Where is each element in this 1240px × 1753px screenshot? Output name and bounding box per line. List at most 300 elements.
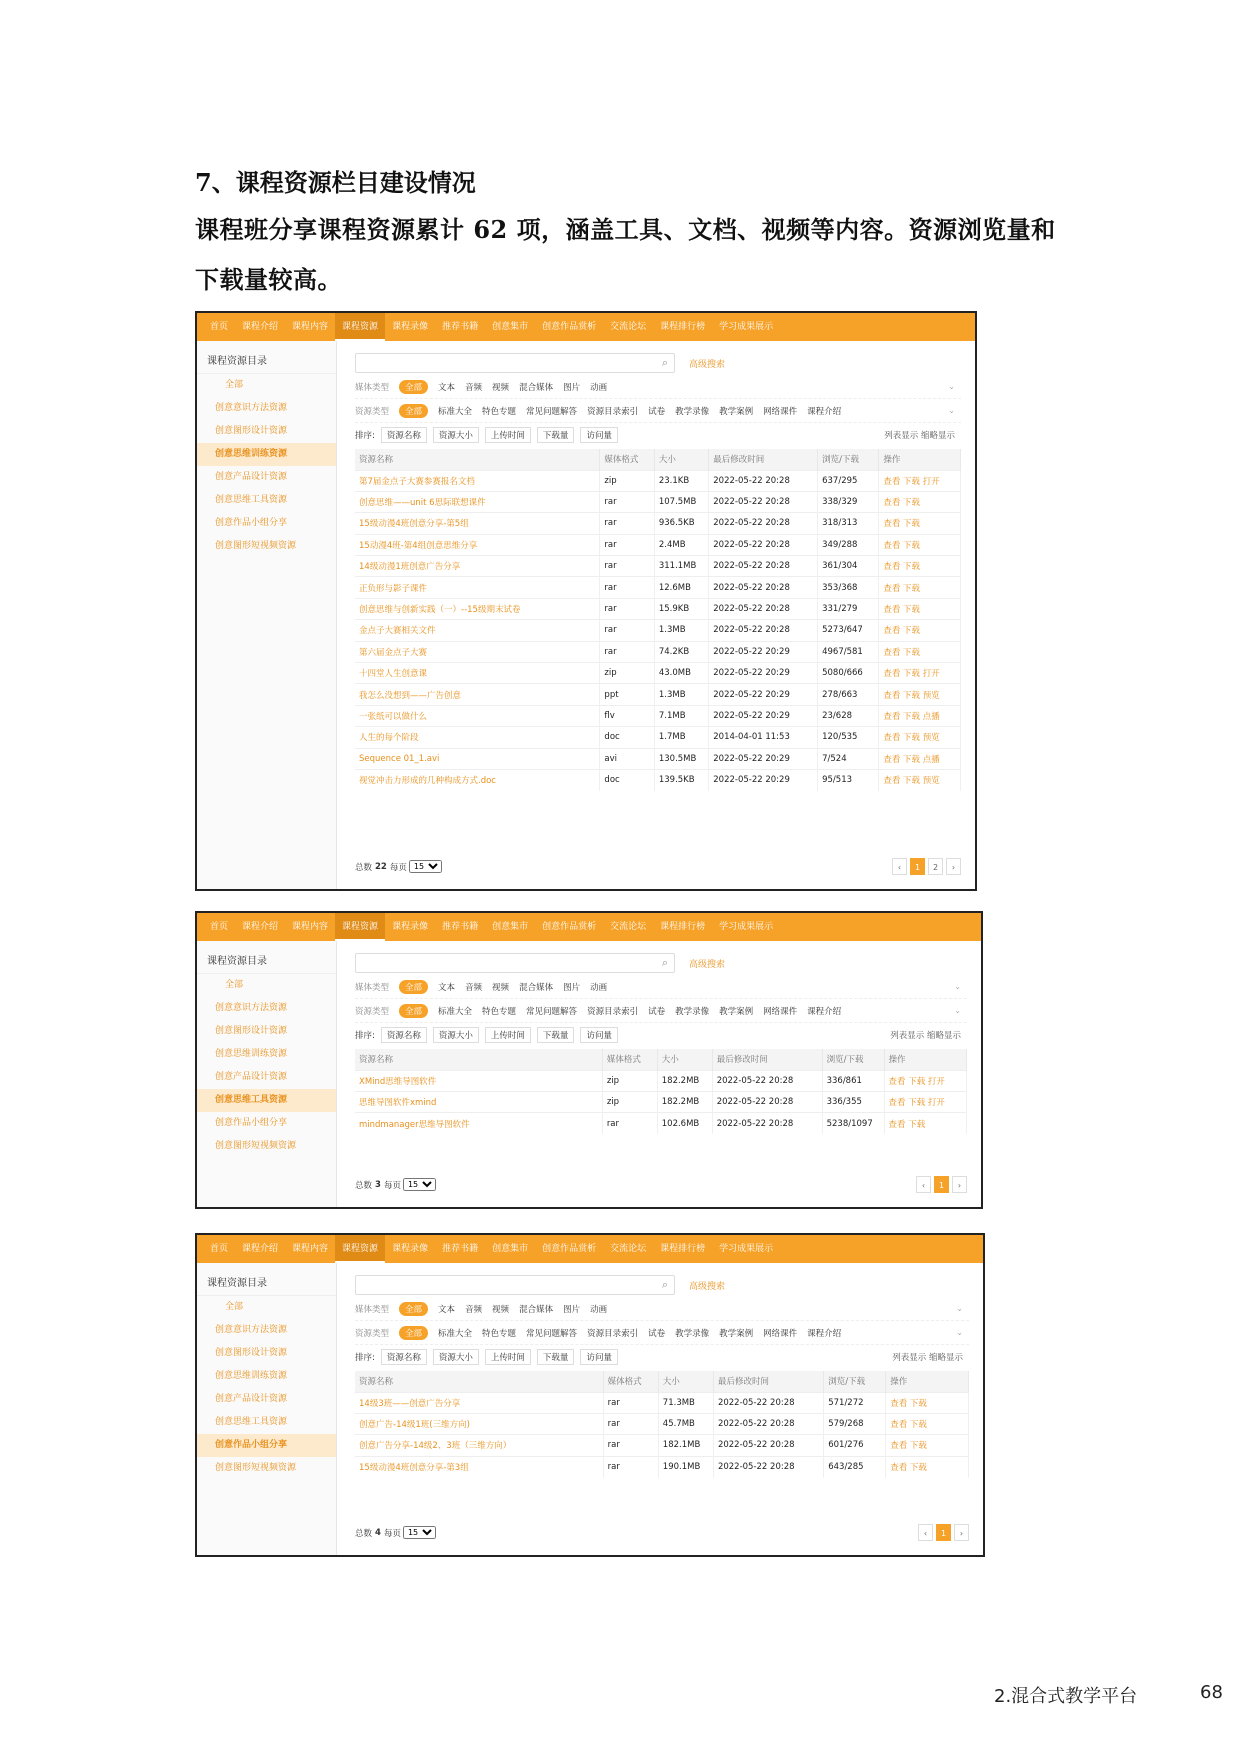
column-header: 浏览/下载 <box>824 1371 886 1392</box>
filter-option[interactable]: 文本 <box>438 382 456 393</box>
row-actions[interactable]: 查看 下载 预览 <box>879 727 961 748</box>
sidebar-item[interactable]: 创意图形设计资源 <box>215 426 288 436</box>
column-header: 大小 <box>657 1049 712 1070</box>
sort-button[interactable]: 资源大小 <box>433 1027 479 1043</box>
sidebar-item[interactable]: 创意产品设计资源 <box>215 1072 288 1082</box>
sort-row <box>355 423 961 447</box>
sort-button[interactable]: 访问量 <box>580 427 618 443</box>
resource-name-link[interactable]: 一张纸可以做什么 <box>355 705 600 726</box>
filter-option[interactable]: 课程介绍 <box>807 1006 842 1017</box>
sidebar-item[interactable]: 创意图形短视频资源 <box>215 1463 297 1473</box>
column-header: 操作 <box>884 1049 966 1070</box>
filter-option[interactable]: 标准大全 <box>438 1328 473 1339</box>
table-row <box>355 1435 969 1456</box>
list-view-button[interactable]: 列表显示 <box>892 1353 927 1363</box>
page-number-button[interactable]: 1 <box>936 1524 951 1541</box>
row-actions[interactable]: 查看 下载 <box>886 1456 969 1477</box>
resource-name-link[interactable]: 第六届金点子大赛 <box>355 641 600 662</box>
nav-item[interactable]: 首页 <box>210 922 229 932</box>
filter-option[interactable]: 特色专题 <box>482 406 517 417</box>
table-cell: doc <box>600 727 654 748</box>
nav-item[interactable]: 课程录像 <box>392 322 429 332</box>
next-page-button[interactable]: › <box>946 858 961 875</box>
filter-option[interactable]: 全部 <box>399 980 428 994</box>
table-row <box>355 1413 969 1434</box>
sidebar-item[interactable]: 创意图形短视频资源 <box>215 541 297 551</box>
row-actions[interactable]: 查看 下载 <box>879 620 961 641</box>
row-actions[interactable]: 查看 下载 预览 <box>879 684 961 705</box>
sidebar-item[interactable]: 创意思维训练资源 <box>197 443 336 466</box>
sort-button[interactable]: 下载量 <box>537 1349 575 1365</box>
filter-option[interactable]: 常见问题解答 <box>526 406 578 417</box>
search-icon[interactable]: ⌕ <box>661 356 668 369</box>
sort-button[interactable]: 上传时间 <box>485 427 531 443</box>
sidebar-item[interactable]: 创意产品设计资源 <box>215 472 288 482</box>
sort-button[interactable]: 上传时间 <box>485 1349 531 1365</box>
chevron-down-icon[interactable]: ⌄ <box>956 1328 963 1337</box>
resource-name-link[interactable]: 14级动漫1班创意广告分享 <box>355 556 600 577</box>
nav-item[interactable]: 推荐书籍 <box>442 322 479 332</box>
resource-name-link[interactable]: 十四堂人生创意课 <box>355 663 600 684</box>
view-toggle <box>892 1351 963 1363</box>
nav-item[interactable]: 课程排行榜 <box>660 1244 706 1254</box>
sidebar-item[interactable]: 创意作品小组分享 <box>215 1118 288 1128</box>
chevron-down-icon[interactable]: ⌄ <box>954 982 961 991</box>
table-cell: 102.6MB <box>657 1113 712 1134</box>
nav-item[interactable]: 课程资源 <box>335 1235 385 1263</box>
nav-item[interactable]: 课程内容 <box>292 322 329 332</box>
sidebar-item[interactable]: 创意意识方法资源 <box>215 1003 288 1013</box>
row-actions[interactable]: 查看 下载 <box>886 1413 969 1434</box>
sort-button[interactable]: 资源名称 <box>381 1027 427 1043</box>
table-cell: 571/272 <box>824 1392 886 1413</box>
row-actions[interactable]: 查看 下载 预览 <box>879 769 961 790</box>
column-header: 大小 <box>654 449 708 470</box>
filter-option[interactable]: 动画 <box>590 1304 608 1315</box>
filter-option[interactable]: 网络课件 <box>763 406 798 417</box>
filter-option[interactable]: 音频 <box>465 982 483 993</box>
nav-item[interactable]: 课程资源 <box>335 313 385 341</box>
column-header: 最后修改时间 <box>713 1371 823 1392</box>
search-input[interactable] <box>355 353 675 373</box>
table-cell: 2022-05-22 20:28 <box>709 513 818 534</box>
row-actions[interactable]: 查看 下载 <box>879 641 961 662</box>
resource-name-link[interactable]: 15动漫4班-第4组创意思维分享 <box>355 534 600 555</box>
table-row <box>355 598 961 619</box>
table-cell: 637/295 <box>818 470 879 491</box>
table-cell: rar <box>600 598 654 619</box>
advanced-search-link[interactable]: 高级搜索 <box>689 1281 726 1292</box>
per-page-select[interactable] <box>403 1178 436 1191</box>
sidebar-item[interactable]: 创意思维训练资源 <box>215 1371 288 1381</box>
nav-item[interactable]: 课程介绍 <box>242 922 279 932</box>
filter-option[interactable]: 全部 <box>399 404 428 418</box>
resource-name-link[interactable]: 人生的每个阶段 <box>355 727 600 748</box>
next-page-button[interactable]: › <box>954 1524 969 1541</box>
resource-sidebar <box>197 1263 337 1555</box>
media-type-filter <box>355 975 967 999</box>
sidebar-item[interactable]: 创意思维训练资源 <box>215 1049 288 1059</box>
filter-option[interactable]: 标准大全 <box>438 1006 473 1017</box>
row-actions[interactable]: 查看 下载 <box>886 1435 969 1456</box>
resource-name-link[interactable]: XMind思维导图软件 <box>355 1070 602 1091</box>
filter-option[interactable]: 图片 <box>563 982 581 993</box>
nav-item[interactable]: 学习成果展示 <box>719 1244 774 1254</box>
nav-item[interactable]: 创意集市 <box>492 322 529 332</box>
filter-option[interactable]: 资源目录索引 <box>587 1328 639 1339</box>
filter-option[interactable]: 试卷 <box>648 1006 666 1017</box>
filter-option[interactable]: 教学录像 <box>675 1006 710 1017</box>
resource-name-link[interactable]: 思维导图软件xmind <box>355 1091 602 1112</box>
filter-option[interactable]: 试卷 <box>648 406 666 417</box>
row-actions[interactable]: 查看 下载 <box>884 1113 966 1134</box>
view-toggle <box>890 1029 961 1041</box>
filter-option[interactable]: 常见问题解答 <box>526 1006 578 1017</box>
search-icon[interactable]: ⌕ <box>661 1278 668 1291</box>
nav-item[interactable]: 推荐书籍 <box>442 922 479 932</box>
nav-item[interactable]: 课程介绍 <box>242 322 279 332</box>
search-icon[interactable]: ⌕ <box>661 956 668 969</box>
resource-name-link[interactable]: 正负形与影子课件 <box>355 577 600 598</box>
table-cell: 5080/666 <box>818 663 879 684</box>
sidebar-item[interactable]: 创意思维工具资源 <box>215 1417 288 1427</box>
table-cell: 2022-05-22 20:28 <box>709 470 818 491</box>
table-cell: 130.5MB <box>654 748 708 769</box>
table-cell: 5238/1097 <box>822 1113 884 1134</box>
filter-option[interactable]: 全部 <box>399 380 428 394</box>
filter-option[interactable]: 资源目录索引 <box>587 406 639 417</box>
nav-item[interactable]: 课程录像 <box>392 1244 429 1254</box>
filter-option[interactable]: 教学案例 <box>719 1328 754 1339</box>
sidebar-item[interactable]: 创意意识方法资源 <box>215 1325 288 1335</box>
table-cell: 95/513 <box>818 769 879 790</box>
thumbnail-view-button[interactable]: 缩略显示 <box>926 1031 961 1041</box>
resource-page-screenshot <box>195 911 983 1209</box>
filter-label: 资源类型 <box>355 1006 390 1017</box>
row-actions[interactable]: 查看 下载 <box>879 513 961 534</box>
sidebar-item[interactable]: 创意思维工具资源 <box>197 1089 336 1112</box>
sidebar-item[interactable]: 创意图形设计资源 <box>215 1026 288 1036</box>
prev-page-button[interactable]: ‹ <box>892 858 907 875</box>
table-row <box>355 1113 967 1134</box>
filter-option[interactable]: 视频 <box>492 382 510 393</box>
filter-option[interactable]: 标准大全 <box>438 406 473 417</box>
table-cell: 936.5KB <box>654 513 708 534</box>
column-header: 浏览/下载 <box>822 1049 884 1070</box>
table-cell: rar <box>603 1456 658 1477</box>
total-count: 3 <box>375 1179 381 1190</box>
sidebar-item[interactable]: 创意产品设计资源 <box>215 1394 288 1404</box>
table-cell: 353/368 <box>818 577 879 598</box>
column-header: 操作 <box>879 449 961 470</box>
filter-option[interactable]: 文本 <box>438 982 456 993</box>
per-page-label: 每页 <box>383 1528 401 1539</box>
table-cell: rar <box>600 577 654 598</box>
sort-button[interactable]: 资源大小 <box>433 427 479 443</box>
table-row <box>355 748 961 769</box>
nav-item[interactable]: 课程排行榜 <box>660 322 706 332</box>
table-cell: avi <box>600 748 654 769</box>
filter-option[interactable]: 网络课件 <box>763 1006 798 1017</box>
resource-name-link[interactable]: 创意思维——unit 6思际联想课件 <box>355 491 600 512</box>
thumbnail-view-button[interactable]: 缩略显示 <box>920 431 955 441</box>
row-actions[interactable]: 查看 下载 打开 <box>879 663 961 684</box>
nav-item[interactable]: 课程内容 <box>292 922 329 932</box>
resource-name-link[interactable]: mindmanager思维导图软件 <box>355 1113 602 1134</box>
table-cell: 2022-05-22 20:29 <box>709 769 818 790</box>
filter-option[interactable]: 音频 <box>465 1304 483 1315</box>
top-nav-bar <box>197 313 975 341</box>
total-label: 总数 <box>355 1528 373 1539</box>
filter-option[interactable]: 图片 <box>563 382 581 393</box>
table-cell: 15.9KB <box>654 598 708 619</box>
table-cell: rar <box>600 556 654 577</box>
resource-name-link[interactable]: 创意思维与创新实践（一）--15级期末试卷 <box>355 598 600 619</box>
table-cell: ppt <box>600 684 654 705</box>
filter-option[interactable]: 常见问题解答 <box>526 1328 578 1339</box>
filter-option[interactable]: 全部 <box>399 1302 428 1316</box>
filter-option[interactable]: 视频 <box>492 982 510 993</box>
column-header: 媒体格式 <box>600 449 654 470</box>
next-page-button[interactable]: › <box>952 1176 967 1193</box>
column-header: 操作 <box>886 1371 969 1392</box>
pagination-footer <box>355 1524 969 1541</box>
resource-name-link[interactable]: 15级动漫4班创意分享-第5组 <box>355 513 600 534</box>
sidebar-item[interactable]: 创意图形短视频资源 <box>215 1141 297 1151</box>
filter-label: 媒体类型 <box>355 1304 390 1315</box>
filter-option[interactable]: 文本 <box>438 1304 456 1315</box>
table-cell: 23.1KB <box>654 470 708 491</box>
nav-item[interactable]: 课程介绍 <box>242 1244 279 1254</box>
filter-label: 资源类型 <box>355 1328 390 1339</box>
search-input[interactable] <box>355 953 675 973</box>
filter-option[interactable]: 教学案例 <box>719 406 754 417</box>
nav-item[interactable]: 课程录像 <box>392 922 429 932</box>
table-cell: flv <box>600 705 654 726</box>
table-cell: 2022-05-22 20:29 <box>709 705 818 726</box>
resource-type-filter <box>355 1321 969 1345</box>
table-cell: 120/535 <box>818 727 879 748</box>
table-cell: 311.1MB <box>654 556 708 577</box>
total-count: 22 <box>375 861 387 872</box>
table-cell: 7.1MB <box>654 705 708 726</box>
column-header: 资源名称 <box>355 1371 603 1392</box>
filter-label: 媒体类型 <box>355 382 390 393</box>
nav-item[interactable]: 首页 <box>210 322 229 332</box>
row-actions[interactable]: 查看 下载 <box>879 534 961 555</box>
sort-label: 排序: <box>355 1353 375 1363</box>
advanced-search-link[interactable]: 高级搜索 <box>689 959 726 970</box>
filter-option[interactable]: 视频 <box>492 1304 510 1315</box>
table-cell: 336/355 <box>822 1091 884 1112</box>
table-row <box>355 470 961 491</box>
row-actions[interactable]: 查看 下载 点播 <box>879 748 961 769</box>
page-body <box>197 341 975 889</box>
nav-item[interactable]: 课程资源 <box>335 913 385 941</box>
advanced-search-link[interactable]: 高级搜索 <box>689 359 726 370</box>
sidebar-item[interactable]: 创意作品小组分享 <box>215 518 288 528</box>
sort-button[interactable]: 资源名称 <box>381 1349 427 1365</box>
table-cell: rar <box>603 1435 658 1456</box>
view-toggle <box>884 429 955 441</box>
table-cell: 182.1MB <box>658 1435 713 1456</box>
filter-option[interactable]: 网络课件 <box>763 1328 798 1339</box>
resource-name-link[interactable]: 金点子大赛相关文件 <box>355 620 600 641</box>
filter-option[interactable]: 特色专题 <box>482 1006 517 1017</box>
total-count: 4 <box>375 1527 381 1538</box>
sort-button[interactable]: 资源大小 <box>433 1349 479 1365</box>
per-page-label: 每页 <box>389 862 407 873</box>
row-actions[interactable]: 查看 下载 打开 <box>884 1091 966 1112</box>
resource-name-link[interactable]: 14级3班——创意广告分享 <box>355 1392 603 1413</box>
sidebar-item[interactable]: 创意作品小组分享 <box>197 1434 336 1457</box>
table-cell: 2022-05-22 20:28 <box>713 1435 823 1456</box>
chevron-down-icon[interactable]: ⌄ <box>954 1006 961 1015</box>
table-cell: 12.6MB <box>654 577 708 598</box>
chevron-down-icon[interactable]: ⌄ <box>956 1304 963 1313</box>
filter-option[interactable]: 特色专题 <box>482 1328 517 1339</box>
nav-item[interactable]: 创意作品赏析 <box>542 922 597 932</box>
filter-option[interactable]: 混合媒体 <box>519 982 554 993</box>
page-number-button[interactable]: 1 <box>934 1176 949 1193</box>
sort-button[interactable]: 下载量 <box>537 1027 575 1043</box>
table-cell: 278/663 <box>818 684 879 705</box>
row-actions[interactable]: 查看 下载 <box>886 1392 969 1413</box>
filter-option[interactable]: 动画 <box>590 982 608 993</box>
media-type-filter <box>355 1297 969 1321</box>
filter-option[interactable]: 教学录像 <box>675 1328 710 1339</box>
table-cell: 601/276 <box>824 1435 886 1456</box>
table-cell: 107.5MB <box>654 491 708 512</box>
filter-option[interactable]: 混合媒体 <box>519 1304 554 1315</box>
table-cell: rar <box>600 620 654 641</box>
sidebar-item[interactable]: 创意意识方法资源 <box>215 403 288 413</box>
row-actions[interactable]: 查看 下载 打开 <box>879 470 961 491</box>
column-header: 最后修改时间 <box>712 1049 822 1070</box>
table-row <box>355 641 961 662</box>
row-actions[interactable]: 查看 下载 点播 <box>879 705 961 726</box>
per-page-select[interactable] <box>403 1526 436 1539</box>
row-actions[interactable]: 查看 下载 <box>879 491 961 512</box>
filter-option[interactable]: 课程介绍 <box>807 1328 842 1339</box>
row-actions[interactable]: 查看 下载 打开 <box>884 1070 966 1091</box>
table-cell: 74.2KB <box>654 641 708 662</box>
sort-button[interactable]: 访问量 <box>580 1349 618 1365</box>
filter-option[interactable]: 试卷 <box>648 1328 666 1339</box>
nav-item[interactable]: 学习成果展示 <box>719 322 774 332</box>
list-view-button[interactable]: 列表显示 <box>884 431 919 441</box>
search-input[interactable] <box>355 1275 675 1295</box>
resource-name-link[interactable]: 创意广告分享-14级2、3班（三维方向） <box>355 1435 603 1456</box>
nav-item[interactable]: 学习成果展示 <box>719 922 774 932</box>
sidebar-item[interactable]: 全部 <box>225 380 244 390</box>
filter-option[interactable]: 动画 <box>590 382 608 393</box>
table-row <box>355 1070 967 1091</box>
sidebar-item[interactable]: 创意图形设计资源 <box>215 1348 288 1358</box>
table-header-row <box>355 1371 969 1392</box>
nav-item[interactable]: 首页 <box>210 1244 229 1254</box>
page-number-button[interactable]: 2 <box>928 858 943 875</box>
nav-item[interactable]: 交流论坛 <box>610 322 647 332</box>
filter-option[interactable]: 全部 <box>399 1004 428 1018</box>
nav-item[interactable]: 课程排行榜 <box>660 922 706 932</box>
table-header-row <box>355 1049 967 1070</box>
chevron-down-icon[interactable]: ⌄ <box>948 406 955 415</box>
table-cell: 2022-05-22 20:28 <box>712 1091 822 1112</box>
table-cell: 2022-05-22 20:29 <box>709 663 818 684</box>
table-cell: rar <box>600 491 654 512</box>
nav-item[interactable]: 创意集市 <box>492 922 529 932</box>
row-actions[interactable]: 查看 下载 <box>879 598 961 619</box>
per-page-select[interactable] <box>409 860 442 873</box>
table-cell: 4967/581 <box>818 641 879 662</box>
filter-option[interactable]: 教学录像 <box>675 406 710 417</box>
prev-page-button[interactable]: ‹ <box>918 1524 933 1541</box>
sort-button[interactable]: 访问量 <box>580 1027 618 1043</box>
prev-page-button[interactable]: ‹ <box>916 1176 931 1193</box>
filter-option[interactable]: 课程介绍 <box>807 406 842 417</box>
filter-option[interactable]: 全部 <box>399 1326 428 1340</box>
resource-name-link[interactable]: Sequence 01_1.avi <box>355 748 600 769</box>
nav-item[interactable]: 推荐书籍 <box>442 1244 479 1254</box>
filter-option[interactable]: 混合媒体 <box>519 382 554 393</box>
table-cell: 2022-05-22 20:29 <box>709 748 818 769</box>
table-cell: 43.0MB <box>654 663 708 684</box>
nav-item[interactable]: 创意集市 <box>492 1244 529 1254</box>
sidebar-item[interactable]: 全部 <box>225 1302 244 1312</box>
sort-button[interactable]: 上传时间 <box>485 1027 531 1043</box>
pagination <box>916 1176 967 1193</box>
chevron-down-icon[interactable]: ⌄ <box>948 382 955 391</box>
row-actions[interactable]: 查看 下载 <box>879 577 961 598</box>
column-header: 媒体格式 <box>602 1049 657 1070</box>
sort-button[interactable]: 下载量 <box>537 427 575 443</box>
sidebar-item[interactable]: 全部 <box>225 980 244 990</box>
resource-name-link[interactable]: 视觉冲击力形成的几种构成方式.doc <box>355 769 600 790</box>
sidebar-item[interactable]: 创意思维工具资源 <box>215 495 288 505</box>
nav-item[interactable]: 创意作品赏析 <box>542 322 597 332</box>
table-cell: 2022-05-22 20:28 <box>709 620 818 641</box>
resource-name-link[interactable]: 我怎么没想到——广告创意 <box>355 684 600 705</box>
top-nav-bar <box>197 913 981 941</box>
sort-label: 排序: <box>355 1031 375 1041</box>
filter-option[interactable]: 资源目录索引 <box>587 1006 639 1017</box>
nav-item[interactable]: 交流论坛 <box>610 1244 647 1254</box>
search-row <box>355 951 967 975</box>
nav-item[interactable]: 交流论坛 <box>610 922 647 932</box>
resource-type-filter <box>355 399 961 423</box>
resource-name-link[interactable]: 15级动漫4班创意分享-第3组 <box>355 1456 603 1477</box>
nav-item[interactable]: 创意作品赏析 <box>542 1244 597 1254</box>
sort-button[interactable]: 资源名称 <box>381 427 427 443</box>
table-row <box>355 684 961 705</box>
table-cell: 2022-05-22 20:28 <box>713 1413 823 1434</box>
filter-option[interactable]: 图片 <box>563 1304 581 1315</box>
column-header: 浏览/下载 <box>818 449 879 470</box>
filter-option[interactable]: 音频 <box>465 382 483 393</box>
row-actions[interactable]: 查看 下载 <box>879 556 961 577</box>
page-number-button[interactable]: 1 <box>910 858 925 875</box>
table-row <box>355 663 961 684</box>
filter-option[interactable]: 教学案例 <box>719 1006 754 1017</box>
resource-sidebar <box>197 941 337 1207</box>
resource-name-link[interactable]: 创意广告-14级1班(三维方向) <box>355 1413 603 1434</box>
nav-item[interactable]: 课程内容 <box>292 1244 329 1254</box>
thumbnail-view-button[interactable]: 缩略显示 <box>928 1353 963 1363</box>
column-header: 资源名称 <box>355 1049 602 1070</box>
list-view-button[interactable]: 列表显示 <box>890 1031 925 1041</box>
resource-name-link[interactable]: 第7届金点子大赛参赛报名文档 <box>355 470 600 491</box>
